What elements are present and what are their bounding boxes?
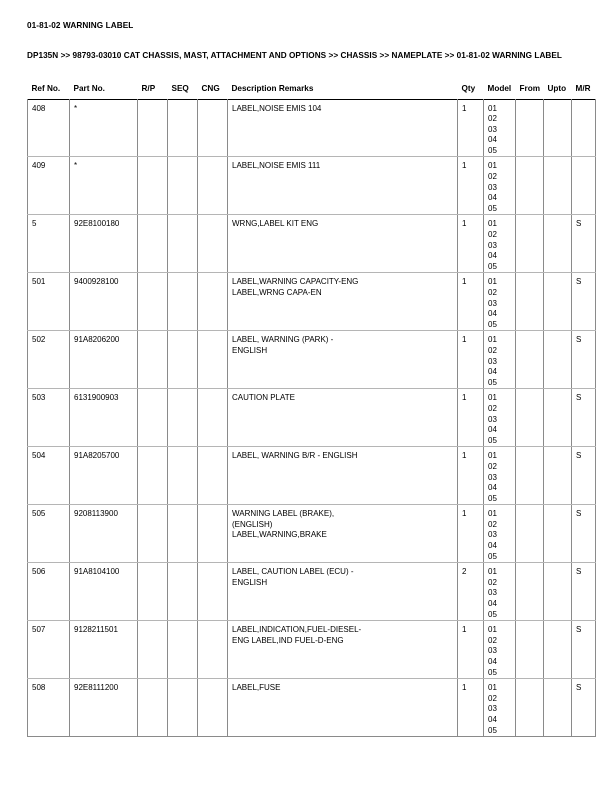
cell-seq xyxy=(168,99,198,157)
description-line: LABEL, WARNING (PARK) - xyxy=(232,335,334,345)
cell-ref-no: 501 xyxy=(28,273,70,331)
cell-seq xyxy=(168,273,198,331)
cell-upto xyxy=(544,447,572,505)
cell-ref-no: 506 xyxy=(28,563,70,621)
model-line: 01 xyxy=(488,451,497,461)
cell-cng xyxy=(198,215,228,273)
model-line: 02 xyxy=(488,114,497,124)
cell-mr: S xyxy=(572,621,596,679)
model-line: 02 xyxy=(488,693,497,703)
cell-description xyxy=(228,621,458,679)
model-line: 01 xyxy=(488,335,497,345)
cell-mr xyxy=(572,157,596,215)
table-header xyxy=(28,84,596,100)
column-header-from: From xyxy=(519,83,540,93)
table-row xyxy=(28,447,596,505)
model-line: 05 xyxy=(488,319,497,329)
description-line: LABEL,NOISE EMIS 111 xyxy=(232,161,321,171)
cell-from xyxy=(516,563,544,621)
cell-rp xyxy=(138,157,168,215)
cell-seq xyxy=(168,563,198,621)
cell-rp xyxy=(138,563,168,621)
column-header-description: Description Remarks xyxy=(231,83,314,93)
cell-ref-no: 508 xyxy=(28,679,70,737)
table-row xyxy=(28,99,596,157)
model-line: 02 xyxy=(488,519,497,529)
description-line: LABEL, CAUTION LABEL (ECU) - xyxy=(232,567,354,577)
cell-mr: S xyxy=(572,389,596,447)
cell-upto xyxy=(544,157,572,215)
cell-seq xyxy=(168,447,198,505)
model-line: 01 xyxy=(488,277,497,287)
cell-rp xyxy=(138,679,168,737)
cell-from xyxy=(516,157,544,215)
cell-mr: S xyxy=(572,331,596,389)
cell-seq xyxy=(168,679,198,737)
model-line: 04 xyxy=(488,251,497,261)
model-line: 02 xyxy=(488,288,497,297)
model-line: 04 xyxy=(488,367,497,377)
cell-part-no: 91A8206200 xyxy=(70,331,138,389)
cell-description xyxy=(228,563,458,621)
cell-upto xyxy=(544,331,572,389)
table-row xyxy=(28,563,596,621)
model-line: 03 xyxy=(488,356,497,366)
cell-model xyxy=(484,331,516,389)
cell-qty: 1 xyxy=(458,447,484,505)
cell-model xyxy=(484,215,516,273)
cell-qty: 1 xyxy=(458,331,484,389)
page-title: 01-81-02 WARNING LABEL xyxy=(27,21,134,30)
cell-from xyxy=(516,447,544,505)
cell-description xyxy=(228,505,458,563)
cell-description xyxy=(228,331,458,389)
model-line: 02 xyxy=(488,577,497,587)
cell-part-no: 6131900903 xyxy=(70,389,138,447)
cell-model xyxy=(484,389,516,447)
description-line: LABEL,FUSE xyxy=(232,683,281,693)
model-line: 01 xyxy=(488,567,497,577)
model-line: 02 xyxy=(488,230,497,240)
cell-description xyxy=(228,157,458,215)
cell-description xyxy=(228,389,458,447)
cell-from xyxy=(516,679,544,737)
cell-description xyxy=(228,99,458,157)
cell-seq xyxy=(168,157,198,215)
cell-part-no: * xyxy=(70,99,138,157)
table-row xyxy=(28,157,596,215)
column-header-mr: M/R xyxy=(575,83,591,93)
cell-upto xyxy=(544,621,572,679)
cell-mr xyxy=(572,99,596,157)
table-row xyxy=(28,215,596,273)
column-header-ref-no: Ref No. xyxy=(31,83,61,93)
cell-seq xyxy=(168,389,198,447)
cell-cng xyxy=(198,505,228,563)
cell-cng xyxy=(198,331,228,389)
description-line: LABEL,INDICATION,FUEL-DIESEL- xyxy=(232,625,362,635)
cell-ref-no: 505 xyxy=(28,505,70,563)
cell-from xyxy=(516,99,544,157)
model-line: 05 xyxy=(488,493,497,503)
model-line: 04 xyxy=(488,135,497,145)
model-line: 05 xyxy=(488,203,497,213)
model-line: 02 xyxy=(488,345,497,355)
cell-from xyxy=(516,621,544,679)
cell-model xyxy=(484,621,516,679)
table-row xyxy=(28,505,596,563)
cell-cng xyxy=(198,621,228,679)
cell-rp xyxy=(138,389,168,447)
cell-model xyxy=(484,679,516,737)
model-line: 03 xyxy=(488,298,497,308)
cell-part-no: 92E8111200 xyxy=(70,679,138,737)
cell-ref-no: 409 xyxy=(28,157,70,215)
table-row xyxy=(28,621,596,679)
cell-model xyxy=(484,505,516,563)
model-line: 03 xyxy=(488,240,497,250)
cell-cng xyxy=(198,447,228,505)
cell-cng xyxy=(198,99,228,157)
table-row xyxy=(28,273,596,331)
cell-rp xyxy=(138,215,168,273)
model-line: 01 xyxy=(488,103,497,113)
cell-description xyxy=(228,447,458,505)
description-line: LABEL,WARNING CAPACITY-ENG xyxy=(232,277,359,287)
model-line: 05 xyxy=(488,145,497,155)
cell-upto xyxy=(544,99,572,157)
description-line: LABEL,NOISE EMIS 104 xyxy=(232,103,322,113)
model-line: 01 xyxy=(488,509,497,519)
cell-upto xyxy=(544,563,572,621)
cell-ref-no: 5 xyxy=(28,215,70,273)
cell-from xyxy=(516,215,544,273)
column-header-part-no: Part No. xyxy=(73,83,105,93)
cell-from xyxy=(516,505,544,563)
description-line: (ENGLISH) xyxy=(232,519,273,529)
cell-ref-no: 504 xyxy=(28,447,70,505)
description-line: LABEL, WARNING B/R - ENGLISH xyxy=(232,451,358,461)
table-header-row xyxy=(28,84,596,100)
cell-qty: 1 xyxy=(458,679,484,737)
cell-upto xyxy=(544,273,572,331)
model-line: 03 xyxy=(488,588,497,598)
cell-rp xyxy=(138,447,168,505)
model-line: 01 xyxy=(488,625,497,635)
model-line: 03 xyxy=(488,414,497,424)
description-line: WARNING LABEL (BRAKE), xyxy=(232,509,335,519)
model-line: 05 xyxy=(488,435,497,445)
cell-model xyxy=(484,447,516,505)
model-line: 04 xyxy=(488,483,497,493)
cell-model xyxy=(484,157,516,215)
model-line: 03 xyxy=(488,472,497,482)
cell-ref-no: 507 xyxy=(28,621,70,679)
cell-upto xyxy=(544,389,572,447)
cell-cng xyxy=(198,157,228,215)
cell-ref-no: 408 xyxy=(28,99,70,157)
model-line: 01 xyxy=(488,161,497,171)
description-line: LABEL,WRNG CAPA-EN xyxy=(232,288,322,297)
model-line: 02 xyxy=(488,172,497,182)
column-header-upto: Upto xyxy=(547,83,567,93)
description-line: ENGLISH xyxy=(232,345,268,355)
cell-rp xyxy=(138,99,168,157)
model-line: 04 xyxy=(488,657,497,666)
table-body xyxy=(28,99,596,737)
column-header-qty: Qty xyxy=(461,83,476,93)
model-line: 03 xyxy=(488,124,497,134)
cell-part-no: 92E8100180 xyxy=(70,215,138,273)
cell-description xyxy=(228,679,458,737)
cell-upto xyxy=(544,505,572,563)
cell-qty: 1 xyxy=(458,389,484,447)
cell-model xyxy=(484,99,516,157)
cell-qty: 1 xyxy=(458,273,484,331)
cell-part-no: 9208113900 xyxy=(70,505,138,563)
model-line: 03 xyxy=(488,704,497,714)
parts-table xyxy=(27,84,596,738)
model-line: 04 xyxy=(488,599,497,609)
cell-seq xyxy=(168,505,198,563)
cell-cng xyxy=(198,563,228,621)
cell-qty: 1 xyxy=(458,215,484,273)
model-line: 04 xyxy=(488,714,497,724)
cell-qty: 1 xyxy=(458,99,484,157)
cell-mr: S xyxy=(572,447,596,505)
model-line: 04 xyxy=(488,309,497,319)
cell-model xyxy=(484,273,516,331)
breadcrumb: DP135N >> 98793-03010 CAT CHASSIS, MAST, ATTACHMENT AND OPTIONS >> CHASSIS >> NAMEPLATE >> 01-81-02 WARNING LABEL xyxy=(27,51,562,60)
model-line: 04 xyxy=(488,541,497,551)
column-header-cng: CNG xyxy=(201,83,220,93)
cell-mr: S xyxy=(572,273,596,331)
model-line: 05 xyxy=(488,551,497,561)
cell-qty: 1 xyxy=(458,157,484,215)
description-line: ENG LABEL,IND FUEL-D-ENG xyxy=(232,635,344,645)
cell-mr: S xyxy=(572,679,596,737)
cell-from xyxy=(516,331,544,389)
column-header-seq: SEQ xyxy=(171,83,189,93)
cell-ref-no: 503 xyxy=(28,389,70,447)
model-line: 02 xyxy=(488,403,497,413)
model-line: 03 xyxy=(488,182,497,192)
cell-part-no: 9128211501 xyxy=(70,621,138,679)
model-line: 05 xyxy=(488,377,497,387)
model-line: 02 xyxy=(488,635,497,645)
model-line: 03 xyxy=(488,530,497,540)
cell-rp xyxy=(138,273,168,331)
description-line: ENGLISH xyxy=(232,577,268,587)
model-line: 05 xyxy=(488,725,497,735)
model-line: 01 xyxy=(488,683,497,693)
model-line: 03 xyxy=(488,646,497,656)
cell-part-no: 91A8104100 xyxy=(70,563,138,621)
cell-seq xyxy=(168,215,198,273)
cell-part-no: 91A8205700 xyxy=(70,447,138,505)
cell-part-no: * xyxy=(70,157,138,215)
cell-description xyxy=(228,215,458,273)
cell-qty: 1 xyxy=(458,505,484,563)
model-line: 05 xyxy=(488,667,497,677)
cell-cng xyxy=(198,679,228,737)
cell-mr: S xyxy=(572,563,596,621)
model-line: 04 xyxy=(488,193,497,203)
cell-rp xyxy=(138,621,168,679)
cell-seq xyxy=(168,331,198,389)
table-row xyxy=(28,331,596,389)
column-header-model: Model xyxy=(487,83,512,93)
model-line: 02 xyxy=(488,461,497,471)
cell-from xyxy=(516,273,544,331)
cell-cng xyxy=(198,273,228,331)
cell-mr: S xyxy=(572,505,596,563)
cell-upto xyxy=(544,679,572,737)
cell-description xyxy=(228,273,458,331)
cell-seq xyxy=(168,621,198,679)
model-line: 04 xyxy=(488,425,497,435)
description-line: WRNG,LABEL KIT ENG xyxy=(232,219,319,229)
cell-model xyxy=(484,563,516,621)
cell-rp xyxy=(138,331,168,389)
table-row xyxy=(28,679,596,737)
cell-mr: S xyxy=(572,215,596,273)
model-line: 05 xyxy=(488,609,497,619)
cell-upto xyxy=(544,215,572,273)
description-line: CAUTION PLATE xyxy=(232,393,295,403)
model-line: 01 xyxy=(488,393,497,403)
model-line: 01 xyxy=(488,219,497,229)
cell-cng xyxy=(198,389,228,447)
description-line: LABEL,WARNING,BRAKE xyxy=(232,530,327,540)
cell-qty: 1 xyxy=(458,621,484,679)
model-line: 05 xyxy=(488,261,497,271)
cell-qty: 2 xyxy=(458,563,484,621)
cell-rp xyxy=(138,505,168,563)
table-row xyxy=(28,389,596,447)
cell-part-no: 9400928100 xyxy=(70,273,138,331)
cell-ref-no: 502 xyxy=(28,331,70,389)
column-header-rp: R/P xyxy=(141,83,156,93)
cell-from xyxy=(516,389,544,447)
